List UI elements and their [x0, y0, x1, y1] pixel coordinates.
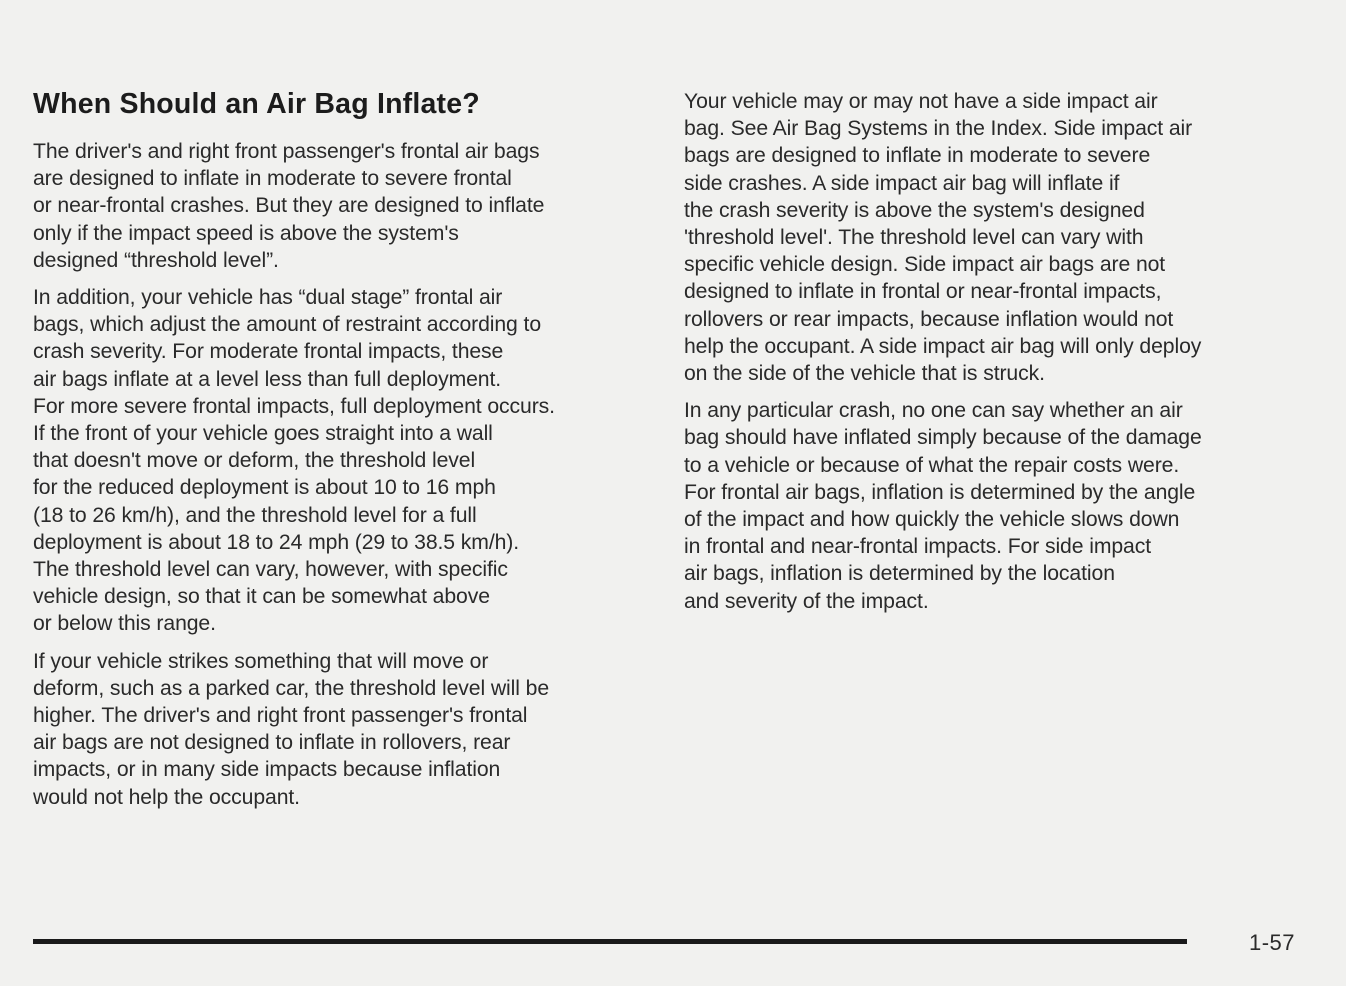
left-column: [33, 84, 643, 821]
page-number: 1-57: [1249, 930, 1296, 955]
section-heading: When Should an Air Bag Inflate?: [33, 88, 480, 120]
paragraph-moving-object: If your vehicle strikes something that will move or deform, such as a parked car, the threshold level will be higher. The driver's and right front passenger's frontal air bags are not designed to inflate in rollovers, rear impacts, or in many side impacts because inflation would not help the occupant.: [33, 649, 550, 809]
footer-divider: [33, 939, 1187, 944]
paragraph-side-impact: Your vehicle may or may not have a side impact air bag. See Air Bag Systems in the Index. Side impact air bags are designed to inflate in moderate to severe side crashes. A side impact air bag will inflate if the crash severity is above the system's designed 'threshold level'. The threshold level can vary with specific vehicle design. Side impact air bags are not designed to inflate in frontal or near-frontal impacts, rollovers or rear impacts, because inflation would not help the occupant. A side impact air bag will only deploy on the side of the vehicle that is struck.: [684, 90, 1202, 386]
right-column: [684, 88, 1304, 625]
paragraph-particular-crash: In any particular crash, no one can say whether an air bag should have inflated simply because of the damage to a vehicle or because of what the repair costs were. For frontal air bags, inflation is determined by the angle of the impact and how quickly the vehicle slows down in frontal and near-frontal impacts. For side impact air bags, inflation is determined by the location and severity of the impact.: [684, 399, 1202, 613]
paragraph-frontal-threshold: The driver's and right front passenger's frontal air bags are designed to inflate in moderate to severe frontal or near-frontal crashes. But they are designed to inflate only if the impact speed is above the system's designed “threshold level”.: [33, 140, 545, 272]
paragraph-dual-stage: In addition, your vehicle has “dual stage” frontal air bags, which adjust the amount of restraint according to crash severity. For moderate frontal impacts, these air bags inflate at a level less than full deployment. For more severe frontal impacts, full deployment occurs. If the front of your vehicle goes straight into a wall that doesn't move or deform, the threshold level for the reduced deployment is about 10 to 16 mph (18 to 26 km/h), and the threshold level for a full deployment is about 18 to 24 mph (29 to 38.5 km/h). The threshold level can vary, however, with specific vehicle design, so that it can be somewhat above or below this range.: [33, 286, 555, 636]
